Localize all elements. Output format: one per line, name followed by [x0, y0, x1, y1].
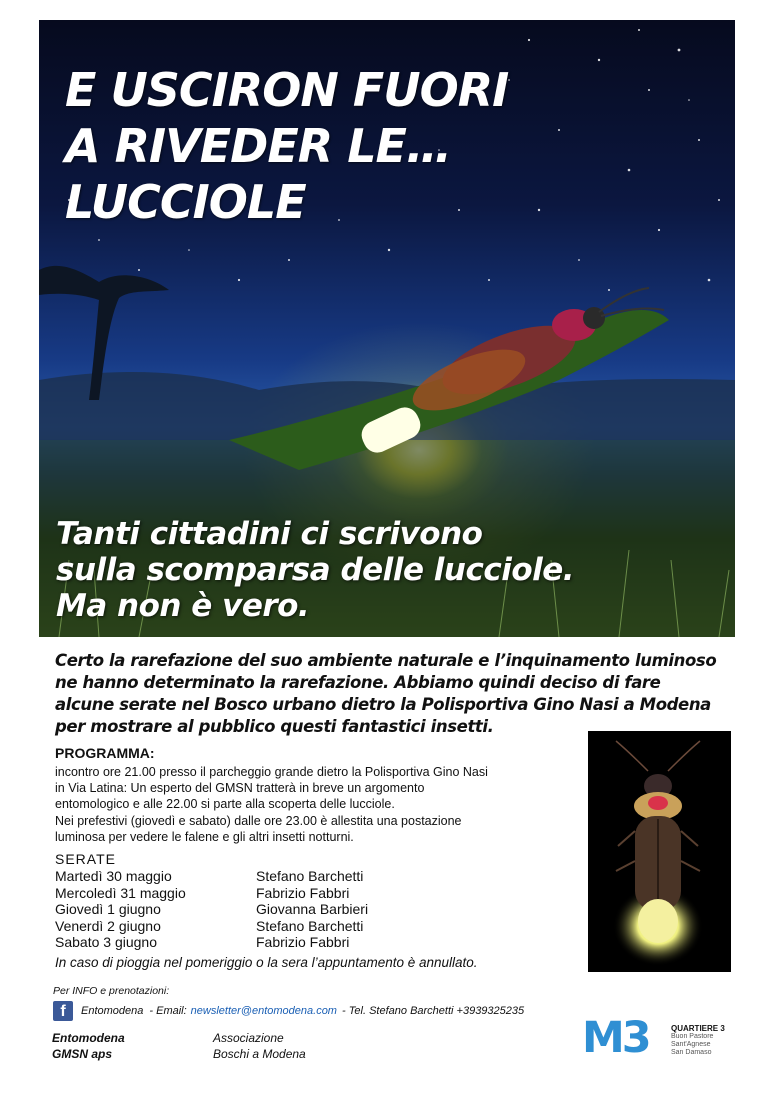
serata-date: Mercoledì 31 maggio — [55, 884, 186, 901]
intro-line: Certo la rarefazione del suo ambiente naturale e l’inquinamento luminoso — [55, 651, 717, 670]
programma-text — [55, 764, 585, 845]
intro-line: alcune serate nel Bosco urbano dietro la Polisportiva Gino Nasi a Modena — [55, 695, 711, 714]
facebook-icon[interactable]: f — [53, 1001, 73, 1021]
quartiere-3-logo — [582, 1013, 730, 1063]
title-line: A RIVEDER LE… — [65, 119, 451, 173]
organizer-line: GMSN aps — [52, 1047, 113, 1061]
organizer-entomodena — [52, 1030, 125, 1062]
serata-guide: Fabrizio Fabbri — [256, 884, 350, 901]
serate-heading: SERATE — [55, 851, 116, 867]
serata-date: Martedì 30 maggio — [55, 868, 172, 884]
facebook-page-name[interactable]: Entomodena — [81, 1005, 144, 1017]
serata-guide: Fabrizio Fabbri — [256, 934, 350, 951]
serata-guide: Stefano Barchetti — [256, 917, 364, 934]
quartiere-logo-line: San Damaso — [671, 1049, 712, 1056]
quartiere-logo-mark: M3 — [582, 1013, 649, 1063]
quartiere-logo-title: QUARTIERE 3 — [671, 1024, 725, 1033]
programma-heading: PROGRAMMA: — [55, 745, 155, 761]
email-label: - Email: — [149, 1005, 187, 1017]
rain-note: In caso di pioggia nel pomeriggio o la sera l’appuntamento è annullato. — [55, 955, 478, 970]
programma-line: in Via Latina: Un esperto del GMSN tratterà in breve un argomento — [55, 781, 425, 796]
info-label: Per INFO e prenotazioni: — [53, 985, 170, 997]
title-line: E USCIRON FUORI — [65, 63, 509, 117]
serata-guide: Giovanna Barbieri — [256, 901, 369, 918]
organizer-line: Associazione — [213, 1031, 284, 1045]
firefly-illustration — [588, 731, 731, 972]
poster-title — [65, 62, 508, 230]
programma-line: luminosa per vedere le falene e gli altri insetti notturni. — [55, 829, 354, 844]
programma-line: incontro ore 21.00 presso il parcheggio grande dietro la Polisportiva Gino Nasi — [55, 765, 488, 779]
serata-row — [55, 885, 368, 902]
serata-row — [55, 868, 368, 885]
serata-guide: Stefano Barchetti — [256, 868, 364, 884]
hero-banner — [39, 20, 735, 637]
serate-list — [55, 868, 368, 951]
quartiere-logo-line: Sant'Agnese — [671, 1041, 711, 1048]
phone-text: - Tel. Stefano Barchetti +3939325235 — [341, 1005, 525, 1017]
organizer-line: Entomodena — [52, 1031, 125, 1045]
firefly-photo — [588, 731, 731, 972]
serata-row — [55, 901, 368, 918]
quartiere-logo-line: Buon Pastore — [671, 1033, 714, 1040]
intro-line: ne hanno determinato la rarefazione. Abbiamo quindi deciso di fare — [55, 673, 661, 692]
organizer-boschi — [213, 1030, 306, 1062]
organizer-line: Boschi a Modena — [213, 1047, 306, 1061]
intro-line: per mostrare al pubblico questi fantastici insetti. — [55, 717, 494, 736]
serata-row — [55, 918, 368, 935]
poster-subtitle — [56, 516, 574, 624]
subtitle-line: sulla scomparsa delle lucciole. — [56, 552, 575, 588]
title-line: LUCCIOLE — [65, 175, 306, 229]
serata-date: Sabato 3 giugno — [55, 934, 157, 951]
email-link[interactable]: newsletter@entomodena.com — [190, 1005, 337, 1017]
serata-row — [55, 934, 368, 951]
subtitle-line: Ma non è vero. — [56, 588, 310, 624]
serata-date: Giovedì 1 giugno — [55, 901, 161, 918]
serata-date: Venerdì 2 giugno — [55, 917, 161, 934]
programma-line: Nei prefestivi (giovedì e sabato) dalle ore 23.00 è allestita una postazione — [55, 813, 462, 828]
quartiere-logo-text — [671, 1025, 725, 1057]
intro-paragraph — [55, 650, 725, 738]
subtitle-line: Tanti cittadini ci scrivono — [56, 516, 483, 552]
contact-line — [53, 1000, 524, 1022]
programma-line: entomologico e alle 22.00 si parte alla scoperta delle lucciole. — [55, 797, 395, 812]
